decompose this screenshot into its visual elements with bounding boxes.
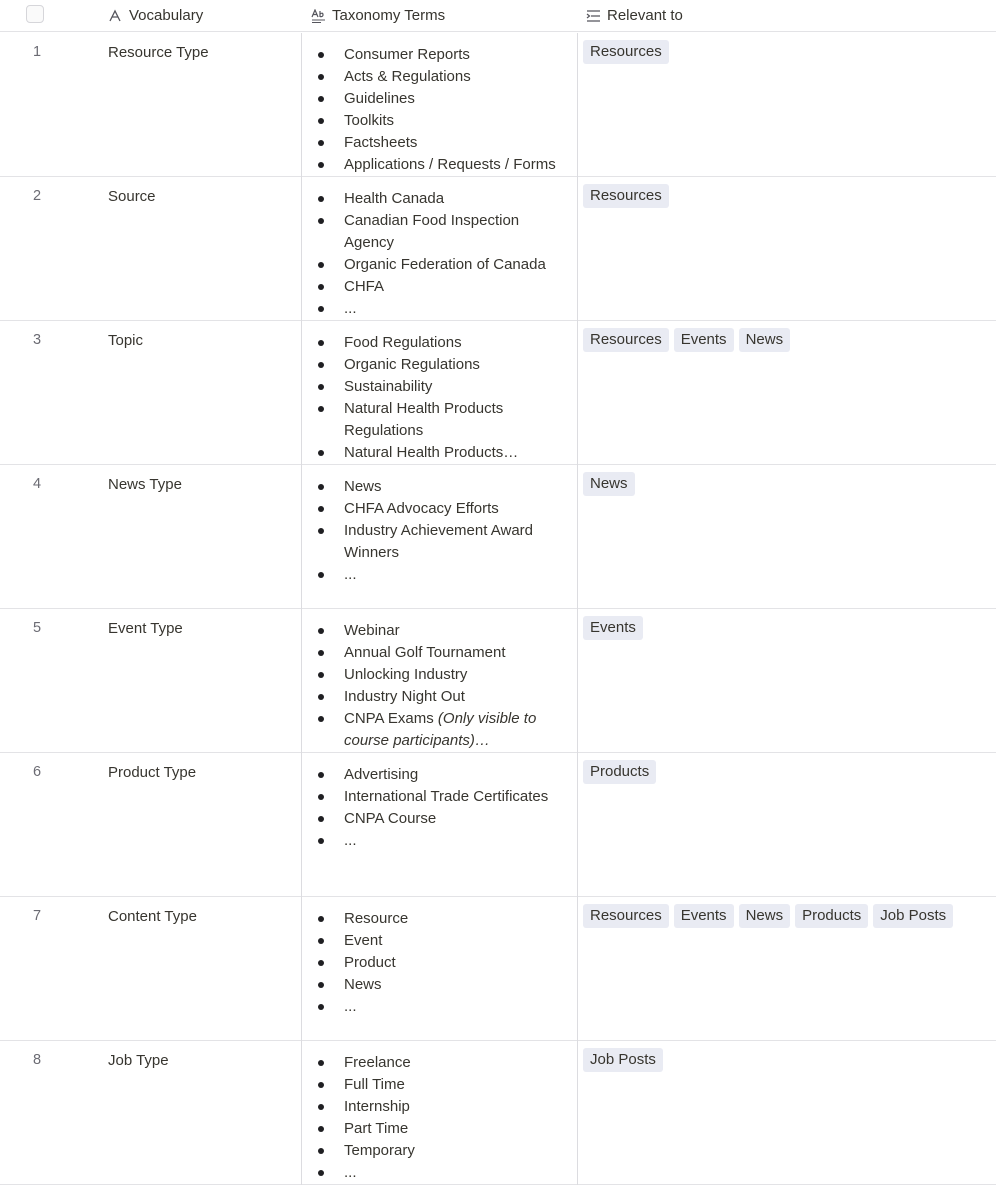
term-list-item [318, 476, 568, 498]
table-row[interactable] [0, 1041, 996, 1185]
term-text: Annual Golf Tournament [344, 644, 506, 661]
term-text: ... [344, 300, 357, 317]
multi-select-property-icon [585, 8, 601, 24]
term-text: Sustainability [344, 378, 433, 395]
term-text: CHFA [344, 278, 385, 295]
term-text: CHFA Advocacy Efforts [344, 500, 499, 517]
select-tag[interactable]: Job Posts [583, 1048, 663, 1072]
term-list-item [318, 110, 568, 132]
term-list-item [318, 44, 568, 66]
column-header-vocabulary[interactable] [107, 0, 203, 31]
vocabulary-cell[interactable]: Topic [108, 332, 144, 349]
term-text: ... [344, 832, 357, 849]
term-list-item [318, 188, 568, 210]
table-row[interactable] [0, 753, 996, 897]
taxonomy-terms-cell[interactable] [318, 1052, 568, 1184]
term-list-item [318, 1162, 568, 1184]
term-note: (Only visible to course participants)… [344, 710, 537, 749]
term-text: ... [344, 566, 357, 583]
select-tag[interactable]: Events [583, 616, 643, 640]
taxonomy-terms-cell[interactable] [318, 908, 568, 1018]
term-text: Webinar [344, 622, 400, 639]
term-list-item [318, 1140, 568, 1162]
term-list-item [318, 830, 568, 852]
vocabulary-cell[interactable]: Content Type [108, 908, 197, 925]
term-list-item [318, 564, 568, 586]
term-list-item [318, 66, 568, 88]
term-text: Organic Regulations [344, 356, 480, 373]
column-label: Vocabulary [129, 7, 204, 24]
term-list-item [318, 786, 568, 808]
term-text: Industry Night Out [344, 688, 465, 705]
term-text: Advertising [344, 766, 419, 783]
relevant-to-cell[interactable] [583, 1048, 663, 1072]
term-list-item [318, 952, 568, 974]
term-list-item [318, 708, 568, 752]
term-text: CNPA Exams [344, 710, 438, 727]
select-tag[interactable]: Resources [583, 904, 669, 928]
vocabulary-cell[interactable]: Product Type [108, 764, 197, 781]
term-list-item [318, 764, 568, 786]
vocabulary-cell[interactable]: Job Type [108, 1052, 169, 1069]
term-text: Resource [344, 910, 409, 927]
select-tag[interactable]: Resources [583, 328, 669, 352]
term-list-item [318, 298, 568, 320]
term-text: Full Time [344, 1076, 405, 1093]
table-row[interactable] [0, 465, 996, 609]
term-list-item [318, 354, 568, 376]
term-list-item [318, 498, 568, 520]
vocabulary-cell[interactable]: Source [108, 188, 156, 205]
relevant-to-cell[interactable] [583, 904, 953, 928]
column-divider [577, 609, 578, 753]
term-text: Temporary [344, 1142, 415, 1159]
taxonomy-terms-cell[interactable] [318, 764, 568, 852]
column-divider [301, 609, 302, 753]
term-text: Event [344, 932, 383, 949]
relevant-to-cell[interactable] [583, 328, 790, 352]
column-divider [301, 753, 302, 897]
term-text: Guidelines [344, 90, 415, 107]
column-divider [301, 321, 302, 465]
taxonomy-terms-cell[interactable] [318, 332, 568, 464]
column-header-relevant-to[interactable] [585, 0, 683, 31]
term-list-item [318, 398, 568, 442]
table-row[interactable] [0, 897, 996, 1041]
term-text: CNPA Course [344, 810, 437, 827]
taxonomy-terms-cell[interactable] [318, 188, 568, 320]
title-property-icon [107, 8, 123, 24]
column-divider [577, 753, 578, 897]
row-number: 7 [32, 908, 42, 924]
column-divider [577, 177, 578, 321]
relevant-to-cell[interactable] [583, 472, 635, 496]
row-number: 4 [32, 476, 42, 492]
relevant-to-cell[interactable] [583, 184, 669, 208]
table-row[interactable] [0, 177, 996, 321]
column-divider [577, 321, 578, 465]
select-tag[interactable]: Resources [583, 40, 669, 64]
term-list-item [318, 664, 568, 686]
table-row[interactable] [0, 33, 996, 177]
term-list-item [318, 154, 568, 176]
select-tag[interactable]: News [739, 904, 791, 928]
relevant-to-cell[interactable] [583, 760, 656, 784]
column-label: Relevant to [607, 7, 683, 24]
term-text: Product [344, 954, 396, 971]
row-number: 6 [32, 764, 42, 780]
table-header [0, 0, 996, 32]
table-row[interactable] [0, 321, 996, 465]
term-text: Natural Health Products… [344, 444, 519, 461]
term-text: Acts & Regulations [344, 68, 471, 85]
term-list-item [318, 1118, 568, 1140]
term-text: ... [344, 998, 357, 1015]
taxonomy-terms-cell[interactable] [318, 44, 568, 176]
term-list-item [318, 620, 568, 642]
term-list-item [318, 974, 568, 996]
term-list-item [318, 276, 568, 298]
column-divider [577, 33, 578, 177]
select-tag[interactable]: Resources [583, 184, 669, 208]
term-text: News [344, 976, 382, 993]
select-tag[interactable]: News [739, 328, 791, 352]
term-list-item [318, 930, 568, 952]
row-number: 1 [32, 44, 42, 60]
row-number: 2 [32, 188, 42, 204]
column-divider [301, 465, 302, 609]
term-list-item [318, 1074, 568, 1096]
term-text: Health Canada [344, 190, 445, 207]
select-all-checkbox[interactable] [26, 5, 44, 23]
relevant-to-cell[interactable] [583, 616, 643, 640]
taxonomy-terms-cell[interactable] [318, 620, 568, 752]
taxonomy-terms-cell[interactable] [318, 476, 568, 586]
term-text: Consumer Reports [344, 46, 470, 63]
term-list-item [318, 210, 568, 254]
term-text: News [344, 478, 382, 495]
select-tag[interactable]: News [583, 472, 635, 496]
column-header-taxonomy-terms[interactable] [310, 0, 445, 31]
term-text: Toolkits [344, 112, 395, 129]
term-text: International Trade Certificates [344, 788, 549, 805]
row-number: 8 [32, 1052, 42, 1068]
column-divider [301, 897, 302, 1041]
term-list-item [318, 520, 568, 564]
term-text: ... [344, 1164, 357, 1181]
term-text: Freelance [344, 1054, 411, 1071]
term-list-item [318, 376, 568, 398]
select-tag[interactable]: Products [583, 760, 656, 784]
term-list-item [318, 996, 568, 1018]
column-divider [577, 897, 578, 1041]
term-list-item [318, 132, 568, 154]
term-list-item [318, 808, 568, 830]
column-divider [301, 177, 302, 321]
select-tag[interactable]: Job Posts [873, 904, 953, 928]
column-divider [577, 1041, 578, 1185]
term-list-item [318, 442, 568, 464]
term-text: Factsheets [344, 134, 418, 151]
term-list-item [318, 88, 568, 110]
term-text: Unlocking Industry [344, 666, 468, 683]
column-divider [301, 33, 302, 177]
term-text: Applications / Requests / Forms [344, 156, 556, 173]
term-text: Industry Achievement Award Winners [344, 522, 533, 561]
select-tag[interactable]: Events [674, 904, 734, 928]
term-text: Food Regulations [344, 334, 462, 351]
term-text: Organic Federation of Canada [344, 256, 546, 273]
vocabulary-cell[interactable]: Resource Type [108, 44, 209, 61]
column-divider [577, 465, 578, 609]
term-text: Canadian Food Inspection Agency [344, 212, 520, 251]
vocabulary-cell[interactable]: News Type [108, 476, 182, 493]
term-list-item [318, 254, 568, 276]
term-list-item [318, 642, 568, 664]
row-number: 3 [32, 332, 42, 348]
column-label: Taxonomy Terms [332, 7, 446, 24]
relevant-to-cell[interactable] [583, 40, 669, 64]
row-number: 5 [32, 620, 42, 636]
select-tag[interactable]: Events [674, 328, 734, 352]
column-divider [301, 1041, 302, 1185]
term-list-item [318, 1096, 568, 1118]
table-row[interactable] [0, 609, 996, 753]
term-list-item [318, 332, 568, 354]
term-list-item [318, 908, 568, 930]
term-text: Part Time [344, 1120, 409, 1137]
term-list-item [318, 686, 568, 708]
text-property-icon [310, 8, 326, 24]
term-text: Natural Health Products Regulations [344, 400, 504, 439]
term-text: Internship [344, 1098, 410, 1115]
term-list-item [318, 1052, 568, 1074]
vocabulary-cell[interactable]: Event Type [108, 620, 183, 637]
select-tag[interactable]: Products [795, 904, 868, 928]
